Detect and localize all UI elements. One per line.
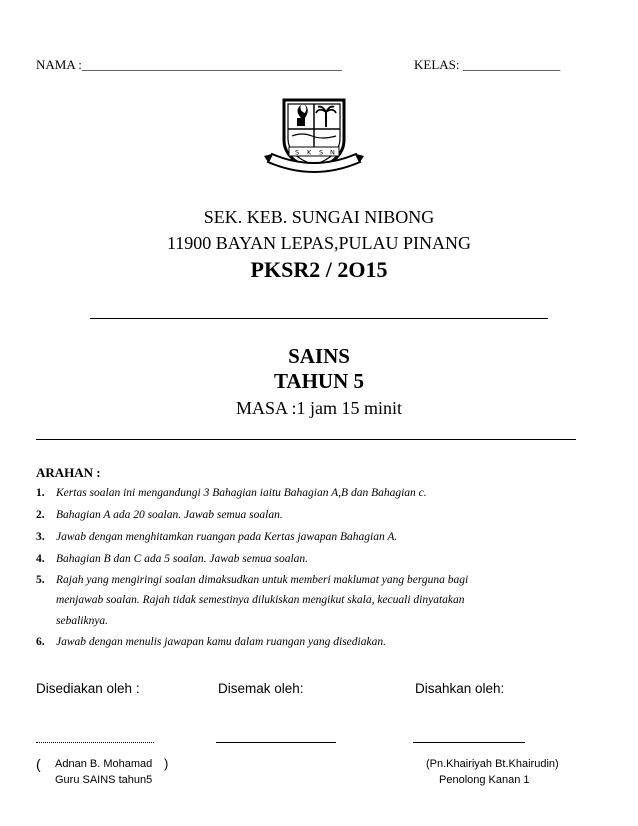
crest-initial-1: S <box>295 148 300 157</box>
instruction-item <box>36 531 596 543</box>
instruction-text: Bahagian B dan C ada 5 soalan. Jawab semua soalan. <box>56 553 309 565</box>
instructions-title: ARAHAN : <box>36 465 101 480</box>
prepared-signature-line <box>36 742 154 743</box>
nama-field: NAMA :________________________________________ <box>36 57 342 72</box>
instruction-number: 1. <box>36 487 45 499</box>
approved-signature-line <box>413 742 525 743</box>
approved-by-name: (Pn.Khairiyah Bt.Khairudin) <box>426 758 559 770</box>
instruction-item <box>36 509 596 521</box>
instruction-text: Jawab dengan menulis jawapan kamu dalam ruangan yang disediakan. <box>56 636 386 648</box>
instruction-item <box>36 574 596 586</box>
instruction-number: 2. <box>36 509 45 521</box>
year-title: TAHUN 5 <box>273 369 365 393</box>
instruction-text: menjawab soalan. Rajah tidak semestinya dilukiskan mengikut skala, kecuali dinyatakan <box>56 594 465 606</box>
instruction-item <box>36 487 596 499</box>
instruction-text: Rajah yang mengiringi soalan dimaksudkan untuk memberi maklumat yang berguna bagi <box>56 574 469 586</box>
instruction-text: Bahagian A ada 20 soalan. Jawab semua soalan. <box>56 509 283 521</box>
subject-title: SAINS <box>288 344 350 368</box>
instruction-text: Jawab dengan menghitamkan ruangan pada Kertas jawapan Bahagian A. <box>56 531 398 543</box>
crest-initial-2: K <box>307 148 312 157</box>
school-name: SEK. KEB. SUNGAI NIBONG <box>203 207 435 227</box>
prepared-by-name: Adnan B. Mohamad <box>55 758 153 770</box>
checked-by-label: Disemak oleh: <box>218 681 304 696</box>
instruction-number: 4. <box>36 553 45 565</box>
divider-line <box>90 318 548 319</box>
prepared-by-label: Disediakan oleh : <box>36 681 140 696</box>
prepared-paren-close: ) <box>164 756 169 771</box>
instruction-number: 3. <box>36 531 45 543</box>
instruction-item-continuation <box>36 594 596 606</box>
prepared-paren-open: ( <box>36 756 41 772</box>
instruction-item <box>36 553 596 565</box>
instruction-text: Kertas soalan ini mengandungi 3 Bahagian iaitu Bahagian A,B dan Bahagian c. <box>56 487 427 499</box>
approved-by-title: Penolong Kanan 1 <box>439 774 530 786</box>
school-crest-logo <box>264 94 364 182</box>
checked-signature-line <box>216 742 336 743</box>
kelas-field: KELAS: _______________ <box>414 57 561 72</box>
instruction-item-continuation <box>36 615 596 627</box>
approved-by-label: Disahkan oleh: <box>415 681 505 696</box>
school-address: 11900 BAYAN LEPAS,PULAU PINANG <box>166 233 472 253</box>
instruction-text: sebaliknya. <box>56 615 109 627</box>
divider-line <box>36 439 576 440</box>
crest-initial-3: S <box>319 148 324 157</box>
instruction-number: 5. <box>36 574 45 586</box>
instruction-item <box>36 636 596 648</box>
crest-initial-4: N <box>330 148 335 157</box>
exam-code: PKSR2 / 2O15 <box>250 257 388 282</box>
instruction-number: 6. <box>36 636 45 648</box>
exam-duration: MASA :1 jam 15 minit <box>235 398 403 418</box>
prepared-by-title: Guru SAINS tahun5 <box>55 774 153 786</box>
